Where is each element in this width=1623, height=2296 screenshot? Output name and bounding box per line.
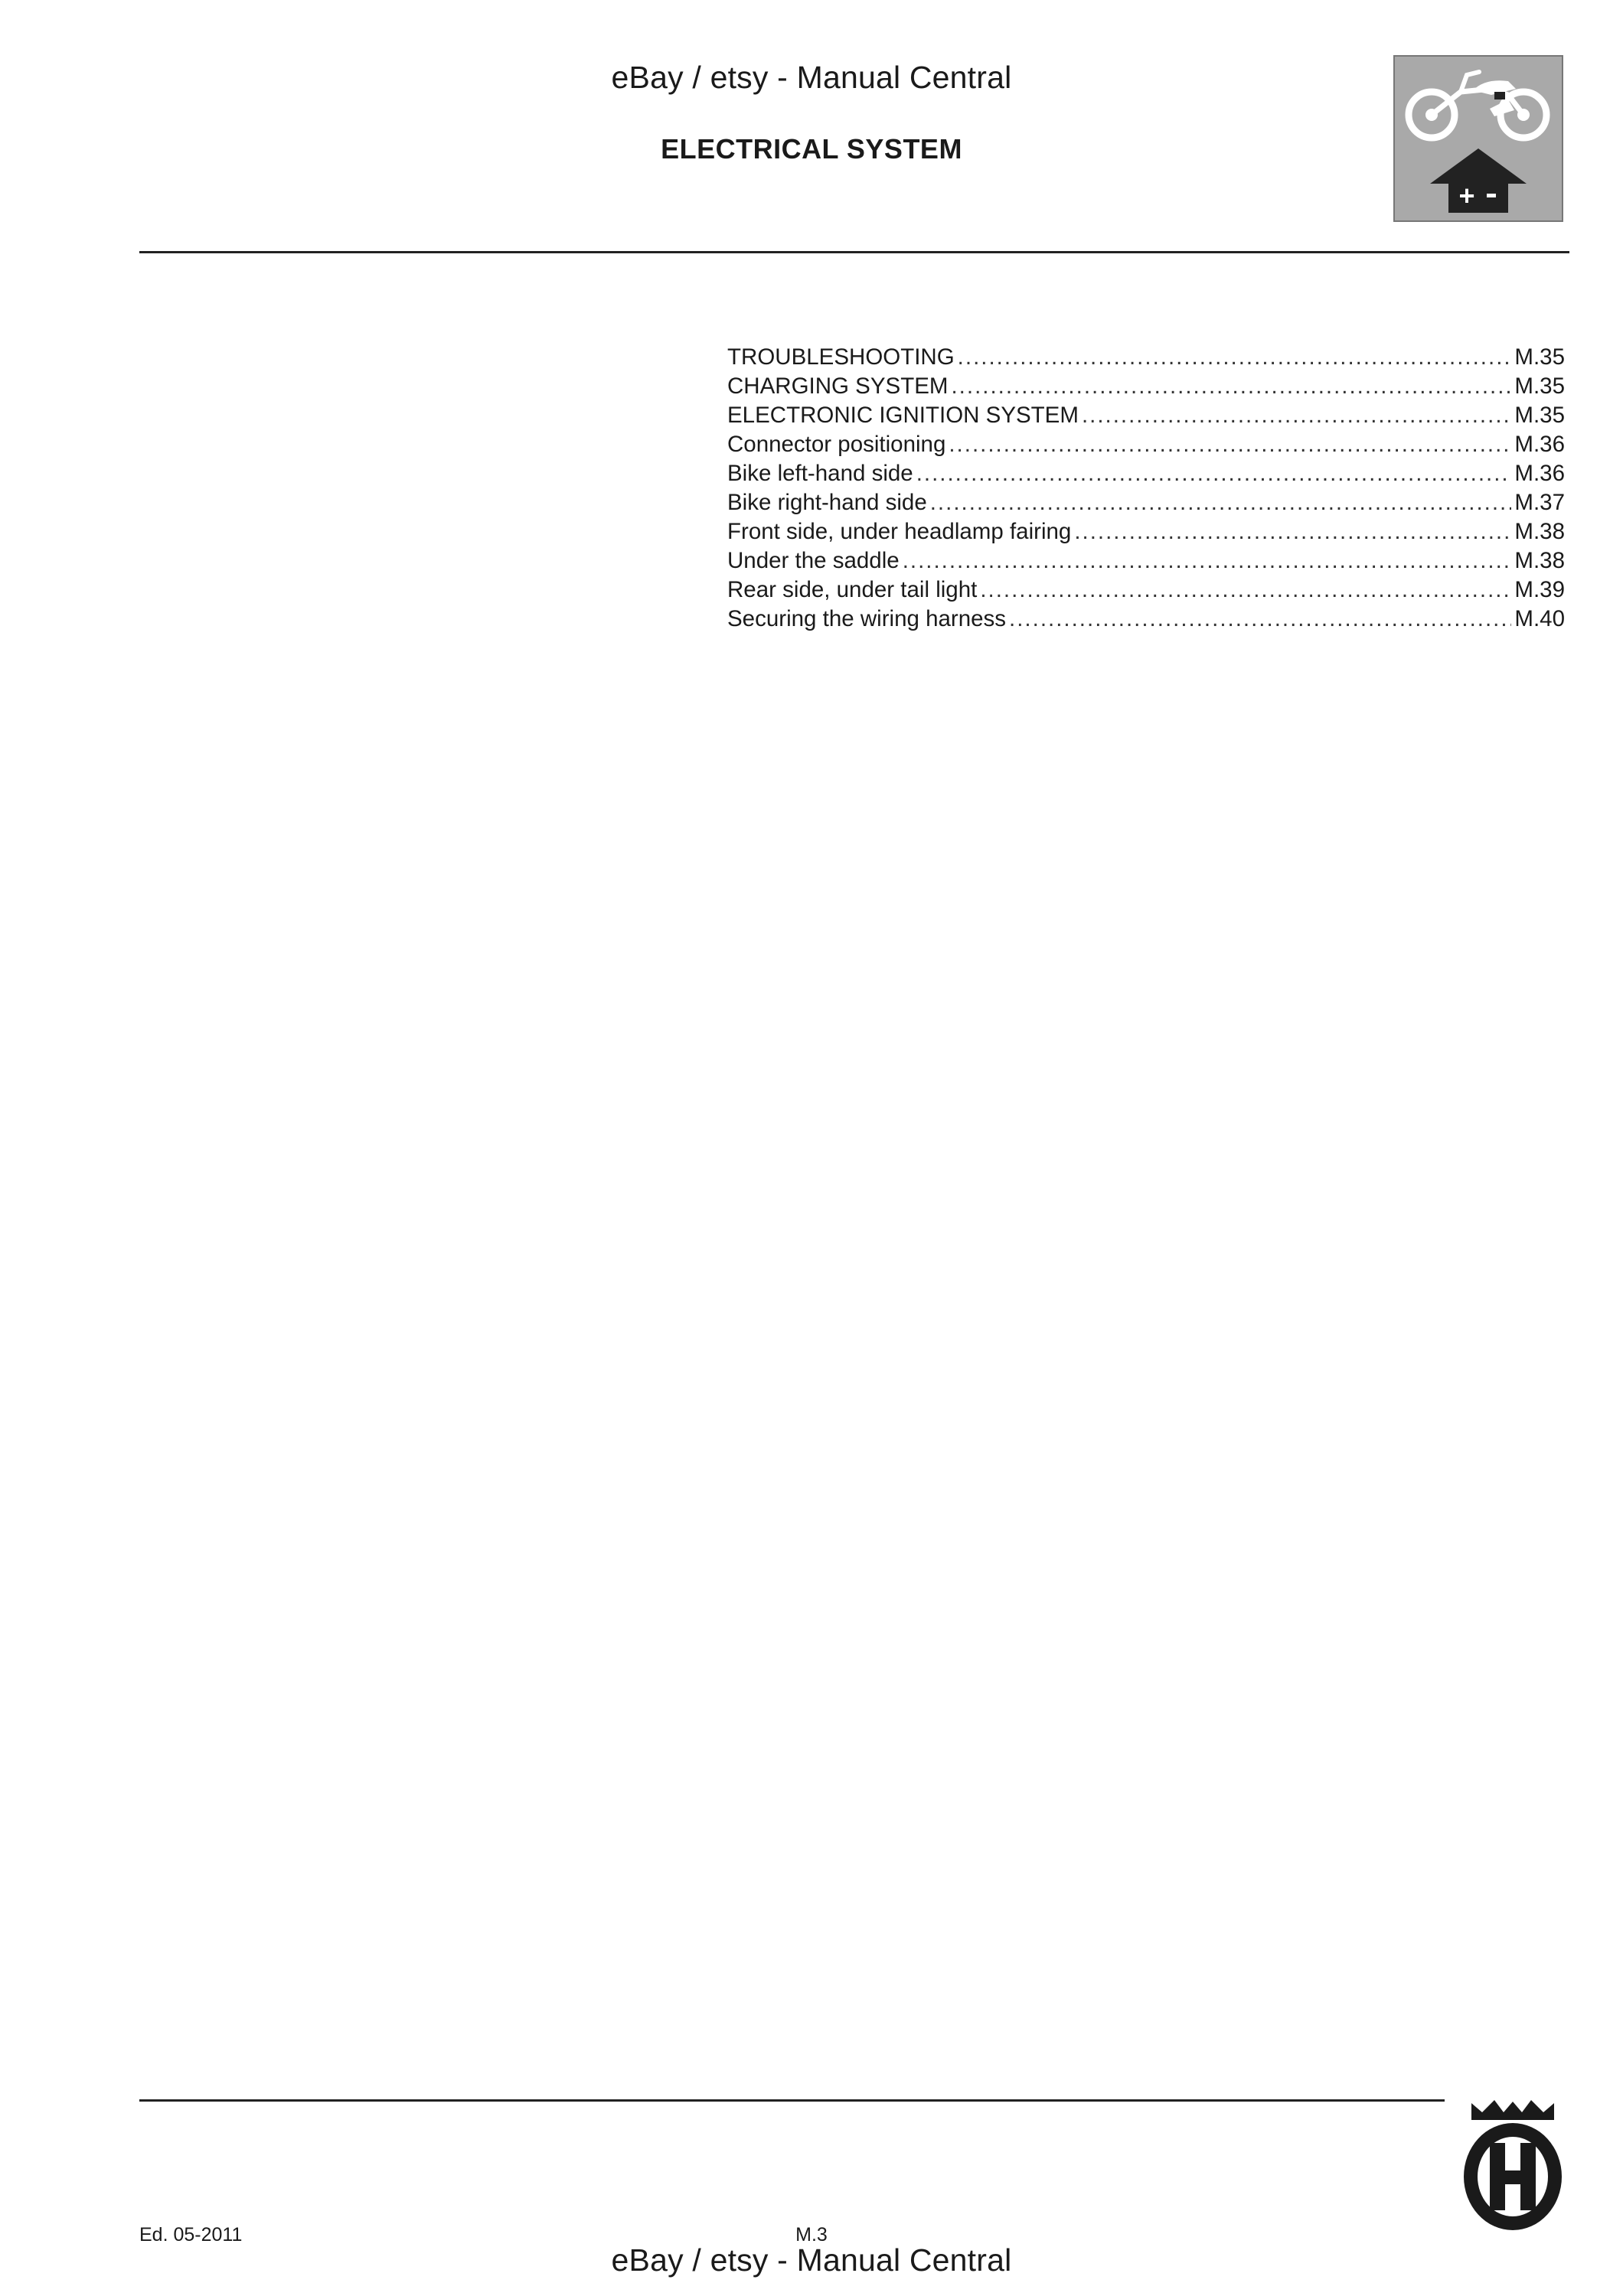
footer-divider [139, 2099, 1445, 2102]
footer-watermark: eBay / etsy - Manual Central [611, 2242, 1012, 2278]
toc-dot-leader [958, 343, 1512, 372]
toc-entry-page: M.39 [1514, 577, 1565, 602]
toc-entry-page: M.38 [1514, 519, 1565, 544]
toc-dot-leader [949, 430, 1511, 459]
toc-entry [727, 488, 1565, 517]
toc-entry-label: Bike right-hand side [727, 490, 927, 515]
toc-entry [727, 576, 1565, 605]
toc-entry [727, 546, 1565, 576]
toc-entry-label: Securing the wiring harness [727, 606, 1007, 631]
toc-entry [727, 605, 1565, 634]
toc-entry-page: M.35 [1514, 403, 1565, 428]
toc-dot-leader [903, 546, 1512, 576]
toc-entry-page: M.36 [1514, 432, 1565, 457]
edition-label: Ed. 05-2011 [139, 2224, 243, 2245]
toc-dot-leader [916, 459, 1512, 488]
toc-entry-page: M.37 [1514, 490, 1565, 515]
toc-entry [727, 343, 1565, 372]
toc-entry [727, 459, 1565, 488]
toc-dot-leader [951, 372, 1511, 401]
toc-dot-leader [930, 488, 1512, 517]
toc-dot-leader [980, 576, 1511, 605]
toc-entry-page: M.35 [1514, 344, 1565, 370]
page-number: M.3 [795, 2224, 828, 2245]
section-title: ELECTRICAL SYSTEM [661, 133, 962, 165]
toc-entry-label: Front side, under headlamp fairing [727, 519, 1072, 544]
toc-entry-page: M.35 [1514, 373, 1565, 399]
toc-entry-label: CHARGING SYSTEM [727, 373, 949, 399]
header-divider [139, 251, 1569, 253]
toc-entry-page: M.38 [1514, 548, 1565, 573]
toc-dot-leader [1074, 517, 1511, 546]
toc-entry-label: Under the saddle [727, 548, 900, 573]
toc-dot-leader [1082, 401, 1511, 430]
toc-entry-label: Rear side, under tail light [727, 577, 978, 602]
toc-entry-page: M.36 [1514, 461, 1565, 486]
husqvarna-logo-icon [1455, 2097, 1571, 2235]
toc-entry [727, 430, 1565, 459]
toc-dot-leader [1009, 605, 1511, 634]
motorcycle-electrical-icon [1393, 55, 1563, 222]
toc-entry-label: TROUBLESHOOTING [727, 344, 955, 370]
toc-entry-label: ELECTRONIC IGNITION SYSTEM [727, 403, 1079, 428]
toc-entry [727, 372, 1565, 401]
toc-entry [727, 517, 1565, 546]
toc-entry-label: Connector positioning [727, 432, 946, 457]
toc-entry-label: Bike left-hand side [727, 461, 913, 486]
toc-entry [727, 401, 1565, 430]
table-of-contents [727, 343, 1565, 634]
toc-entry-page: M.40 [1514, 606, 1565, 631]
header-watermark: eBay / etsy - Manual Central [611, 60, 1012, 95]
svg-text:+: + [1458, 180, 1475, 211]
